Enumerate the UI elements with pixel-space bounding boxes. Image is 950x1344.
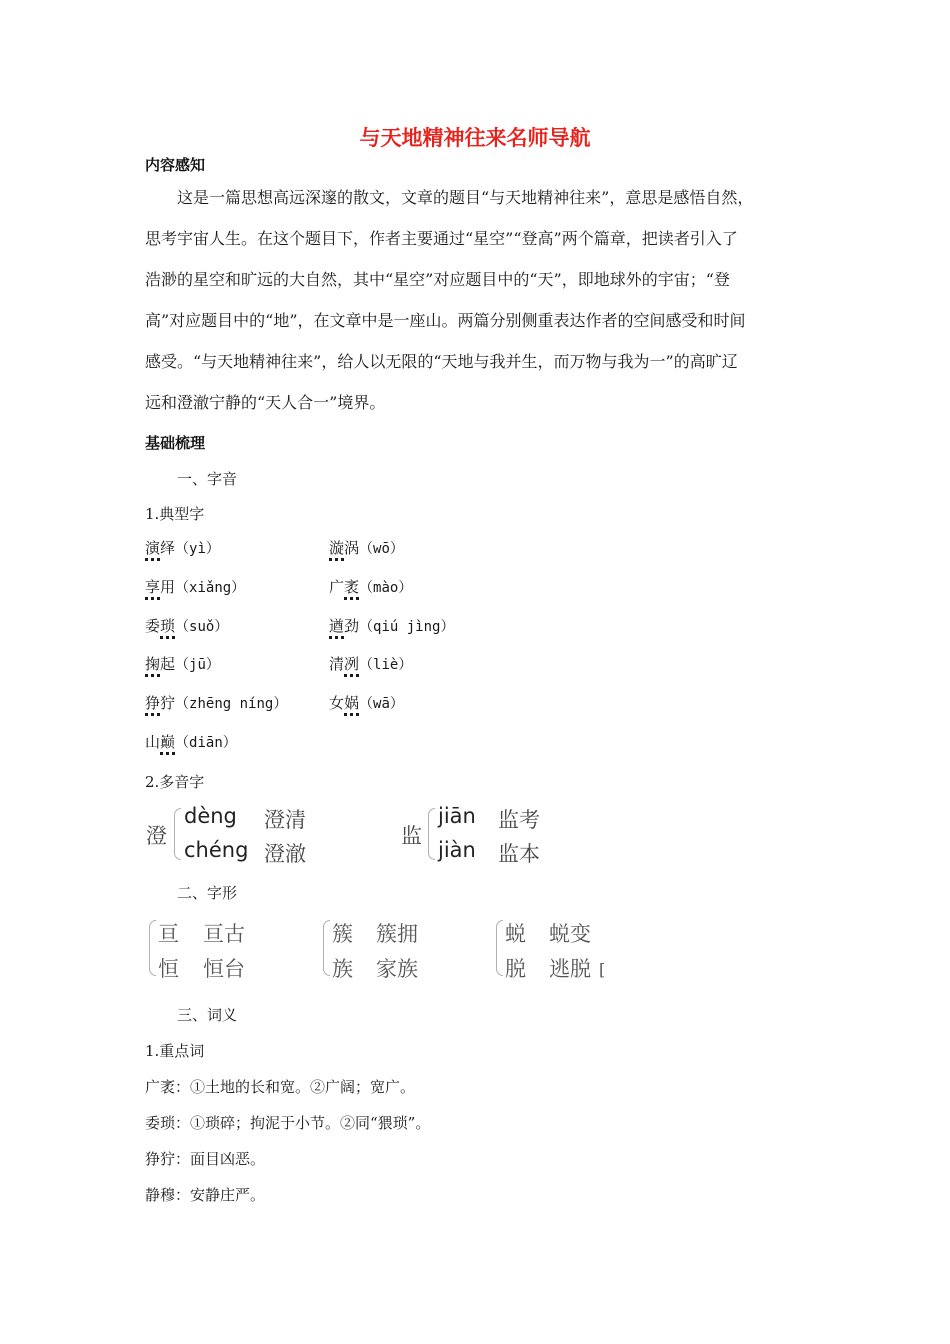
brace-shape — [149, 920, 156, 976]
char-entry: 遒劲（qiú jìng） — [329, 617, 455, 635]
char-entry: 清冽（liè） — [329, 655, 413, 673]
paragraph-line-2: 思考宇宙人生。在这个题目下，作者主要通过“星空”“登高”两个篇章，把读者引入了 — [145, 229, 738, 248]
item-key-words: 1.重点词 — [145, 1042, 205, 1060]
shape-word: 簇拥 — [376, 922, 418, 946]
poly-pinyin: jiàn — [438, 838, 476, 862]
paragraph-line-4: 高”对应题目中的“地”，在文章中是一座山。两篇分别侧重表达作者的空间感受和时间 — [145, 311, 746, 330]
poly-word: 澄清 — [264, 808, 306, 832]
item-polyphonic: 2.多音字 — [145, 773, 205, 791]
subheading-shapes: 二、字形 — [177, 884, 238, 902]
shape-char: 亘 — [158, 922, 179, 946]
poly-pinyin: dèng — [184, 804, 237, 828]
poly-pinyin: jiān — [438, 804, 476, 828]
poly-char: 监 — [401, 824, 422, 848]
shape-word: 蜕变 — [549, 922, 591, 946]
subheading-meanings: 三、词义 — [177, 1006, 238, 1024]
shape-word: 亘古 — [203, 922, 245, 946]
char-entry: 广袤（mào） — [329, 578, 413, 596]
poly-word: 监考 — [498, 808, 540, 832]
shape-char: 恒 — [158, 957, 179, 981]
shape-word: 逃脱 — [549, 957, 591, 981]
shape-char: 簇 — [332, 922, 353, 946]
definition-line: 广袤：①土地的长和宽。②广阔；宽广。 — [145, 1078, 416, 1096]
shape-char: 蜕 — [505, 922, 526, 946]
brace-shape — [428, 808, 435, 860]
char-entry: 狰狞（zhēng níng） — [145, 694, 288, 712]
paragraph-line-5: 感受。“与天地精神往来”，给人以无限的“天地与我并生，而万物与我为一”的高旷辽 — [145, 352, 738, 371]
definition-line: 静穆：安静庄严。 — [145, 1186, 266, 1204]
brace-shape — [496, 920, 503, 976]
char-entry: 委琐（suǒ） — [145, 617, 229, 635]
definition-line: 委琐：①琐碎；拘泥于小节。②同“猥琐”。 — [145, 1114, 431, 1132]
item-typical-chars: 1.典型字 — [145, 505, 205, 523]
brace-shape — [174, 808, 181, 860]
section-heading-content: 内容感知 — [145, 156, 206, 174]
brace-shape — [323, 920, 330, 976]
char-entry: 享用（xiǎng） — [145, 578, 246, 596]
paragraph-line-1: 这是一篇思想高远深邃的散文，文章的题目“与天地精神往来”，意思是感悟自然， — [177, 188, 754, 207]
poly-word: 监本 — [498, 842, 540, 866]
shape-word: 家族 — [376, 957, 418, 981]
poly-word: 澄澈 — [264, 842, 306, 866]
char-entry: 山巅（diān） — [145, 733, 237, 751]
char-entry: 掬起（jū） — [145, 655, 220, 673]
paragraph-line-6: 远和澄澈宁静的“天人合一”境界。 — [145, 393, 386, 412]
subheading-pronunciation: 一、字音 — [177, 470, 238, 488]
paragraph-line-3: 浩渺的星空和旷远的大自然，其中“星空”对应题目中的“天”，即地球外的宇宙；“登 — [145, 270, 730, 289]
char-entry: 女娲（wā） — [329, 694, 404, 712]
shape-char: 族 — [332, 957, 353, 981]
stray-bracket: [ — [599, 960, 606, 979]
page-title: 与天地精神往来名师导航 — [359, 126, 591, 150]
poly-pinyin: chéng — [184, 838, 249, 862]
char-entry: 漩涡（wō） — [329, 539, 404, 557]
section-heading-basics: 基础梳理 — [145, 434, 206, 452]
shape-word: 恒台 — [203, 957, 245, 981]
shape-char: 脱 — [505, 957, 526, 981]
char-entry: 演绎（yì） — [145, 539, 220, 557]
poly-char: 澄 — [146, 824, 167, 848]
definition-line: 狰狞：面目凶恶。 — [145, 1150, 266, 1168]
